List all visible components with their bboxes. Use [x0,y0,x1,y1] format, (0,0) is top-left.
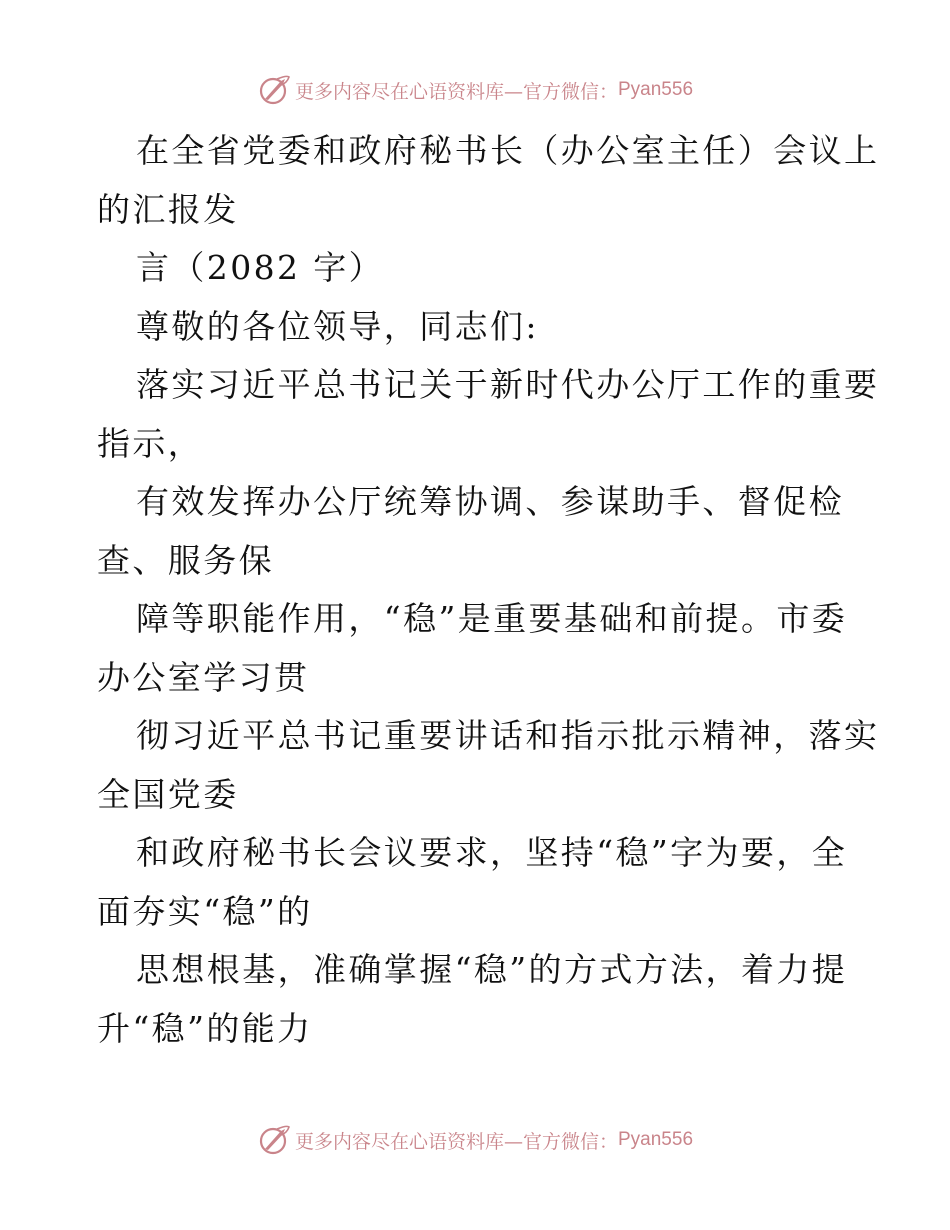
footer-watermark [0,1120,950,1160]
watermark-wechat-id: Pyan556 [618,79,694,100]
text-line: 彻习近平总书记重要讲话和指示批示精神，落实 [136,716,880,755]
watermark-wechat-id: Pyan556 [618,1129,694,1150]
text-line: 有效发挥办公厅统筹协调、参谋助手、督促检 [136,482,844,521]
watermark-text: 更多内容尽在心语资料库—官方微信： [294,1130,618,1153]
quill-pen-icon [257,1123,291,1157]
text-line: 的汇报发 [97,189,239,229]
quill-pen-icon [257,73,291,107]
text-line: 指示， [97,423,204,463]
text-line: 面夯实“稳”的 [97,891,313,931]
text-line: 障等职能作用，“稳”是重要基础和前提。市委 [136,599,848,638]
text-line: 和政府秘书长会议要求，坚持“稳”字为要，全 [136,833,848,872]
text-line: 在全省党委和政府秘书长（办公室主任）会议上 [136,131,880,170]
header-watermark [0,70,950,110]
watermark-text: 更多内容尽在心语资料库—官方微信： [294,80,618,103]
text-line: 全国党委 [97,774,239,814]
document-body [97,122,880,1058]
text-line: 尊敬的各位领导，同志们: [136,306,539,346]
text-line: 办公室学习贯 [97,657,310,697]
text-line: 思想根基，准确掌握“稳”的方式方法，着力提 [136,950,848,989]
text-line: 查、服务保 [97,540,274,580]
text-line: 言（2082 字） [136,248,385,287]
text-line: 落实习近平总书记关于新时代办公厅工作的重要 [136,365,880,404]
text-line: 升“稳”的能力 [97,1008,313,1048]
